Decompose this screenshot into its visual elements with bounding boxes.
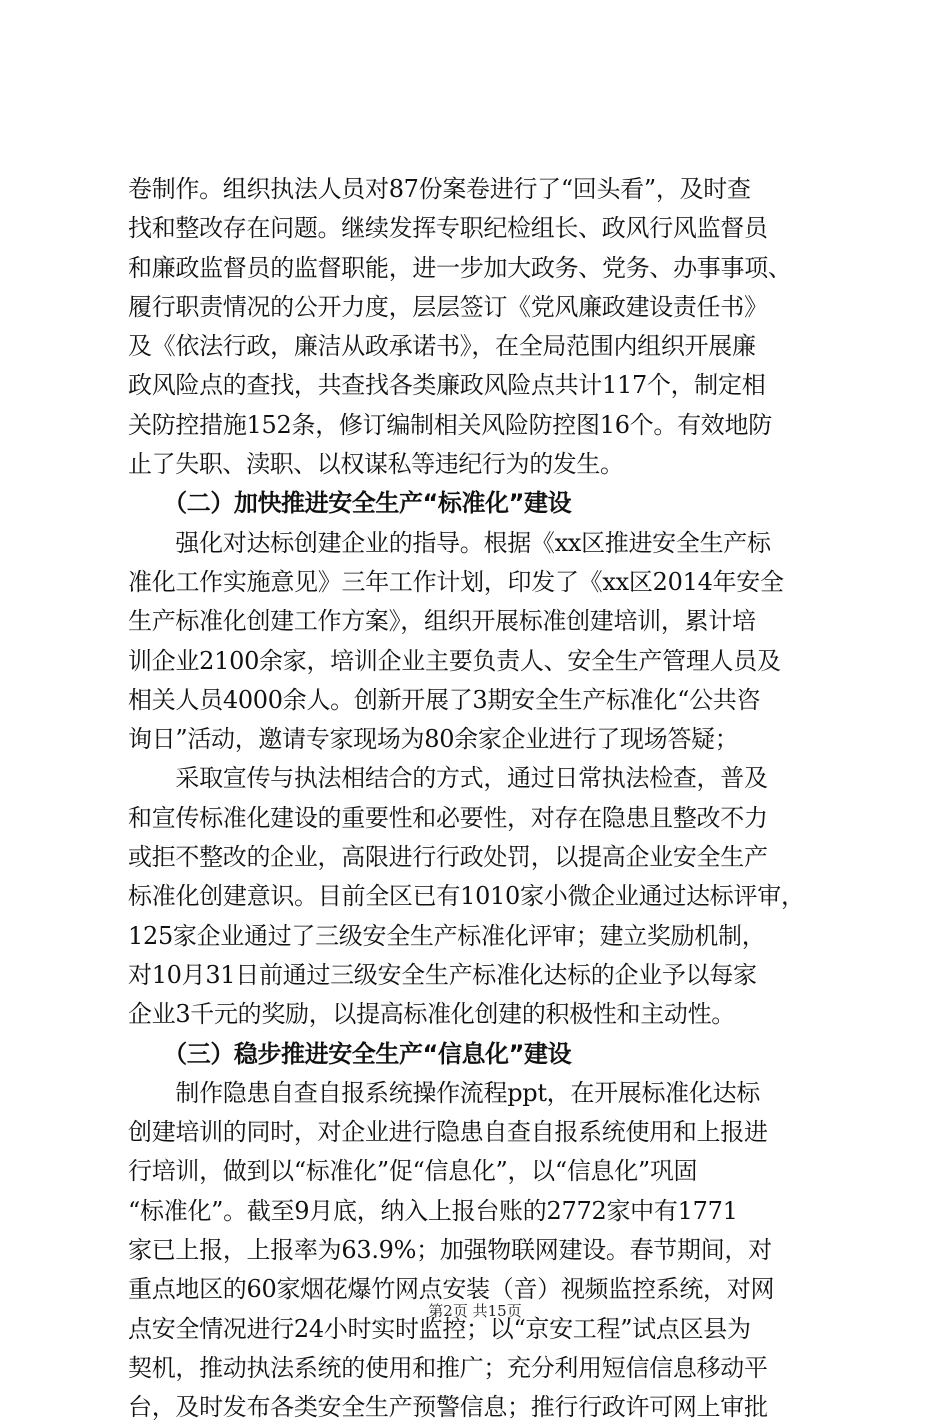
paragraph-line: 训企业2100余家，培训企业主要负责人、安全生产管理人员及 — [128, 646, 781, 675]
paragraph-line: 家已上报，上报率为63.9%；加强物联网建设。春节期间，对 — [128, 1236, 772, 1265]
paragraph-line: 止了失职、渎职、以权谋私等违纪行为的发生。 — [128, 450, 624, 479]
paragraph-line: 或拒不整改的企业，高限进行行政处罚，以提高企业安全生产 — [128, 843, 768, 872]
paragraph-line: “标准化”。截至9月底，纳入上报台账的2772家中有1771 — [128, 1196, 738, 1225]
paragraph-line: 制作隐患自查自报系统操作流程ppt，在开展标准化达标 — [128, 1078, 760, 1107]
section-heading: （三）稳步推进安全生产“信息化”建设 — [128, 1039, 572, 1068]
paragraph-line: 强化对达标创建企业的指导。根据《xx区推进安全生产标 — [128, 528, 771, 557]
document-body — [128, 170, 828, 1428]
paragraph-line: 点安全情况进行24小时实时监控；以“京安工程”试点区县为 — [128, 1314, 751, 1343]
paragraph-line: 和宣传标准化建设的重要性和必要性，对存在隐患且整改不力 — [128, 803, 768, 832]
paragraph-line: 标准化创建意识。目前全区已有1010家小微企业通过达标评审， — [128, 882, 805, 911]
paragraph-line: 行培训，做到以“标准化”促“信息化”，以“信息化”巩固 — [128, 1157, 698, 1186]
paragraph-line: 相关人员4000余人。创新开展了3期安全生产标准化“公共咨 — [128, 685, 761, 714]
paragraph-line: 125家企业通过了三级安全生产标准化评审；建立奖励机制， — [128, 921, 766, 950]
paragraph-line: 找和整改存在问题。继续发挥专职纪检组长、政风行风监督员 — [128, 214, 768, 243]
paragraph-line: 关防控措施152条，修订编制相关风险防控图16个。有效地防 — [128, 410, 772, 439]
paragraph-line: 台，及时发布各类安全生产预警信息；推行行政许可网上审批 — [128, 1393, 768, 1422]
paragraph-line: 重点地区的60家烟花爆竹网点安装（音）视频监控系统，对网 — [128, 1275, 775, 1304]
paragraph-line: 政风险点的查找，共查找各类廉政风险点共计117个，制定相 — [128, 371, 766, 400]
paragraph-line: 和廉政监督员的监督职能，进一步加大政务、党务、办事事项、 — [128, 253, 792, 282]
paragraph-line: 契机，推动执法系统的使用和推广；充分利用短信信息移动平 — [128, 1353, 768, 1382]
paragraph-line: 生产标准化创建工作方案》，组织开展标准创建培训，累计培 — [128, 607, 756, 636]
paragraph-line: 卷制作。组织执法人员对87份案卷进行了“回头看”，及时查 — [128, 175, 751, 203]
paragraph-line: 及《依法行政，廉洁从政承诺书》，在全局范围内组织开展廉 — [128, 332, 756, 361]
paragraph-line: 准化工作实施意见》三年工作计划，印发了《xx区2014年安全 — [128, 567, 784, 596]
page-number-footer: 第2页 共15页 — [428, 1302, 522, 1320]
paragraph-line: 对10月31日前通过三级安全生产标准化达标的企业予以每家 — [128, 960, 757, 989]
paragraph-line: 履行职责情况的公开力度，层层签订《党风廉政建设责任书》 — [128, 292, 768, 321]
section-heading: （二）加快推进安全生产“标准化”建设 — [128, 489, 572, 518]
paragraph-line: 企业3千元的奖励，以提高标准化创建的积极性和主动性。 — [128, 1000, 735, 1029]
paragraph-line: 询日”活动，邀请专家现场为80余家企业进行了现场答疑； — [128, 725, 739, 754]
paragraph-line: 采取宣传与执法相结合的方式，通过日常执法检查，普及 — [128, 764, 768, 793]
paragraph-line: 创建培训的同时，对企业进行隐患自查自报系统使用和上报进 — [128, 1118, 768, 1147]
